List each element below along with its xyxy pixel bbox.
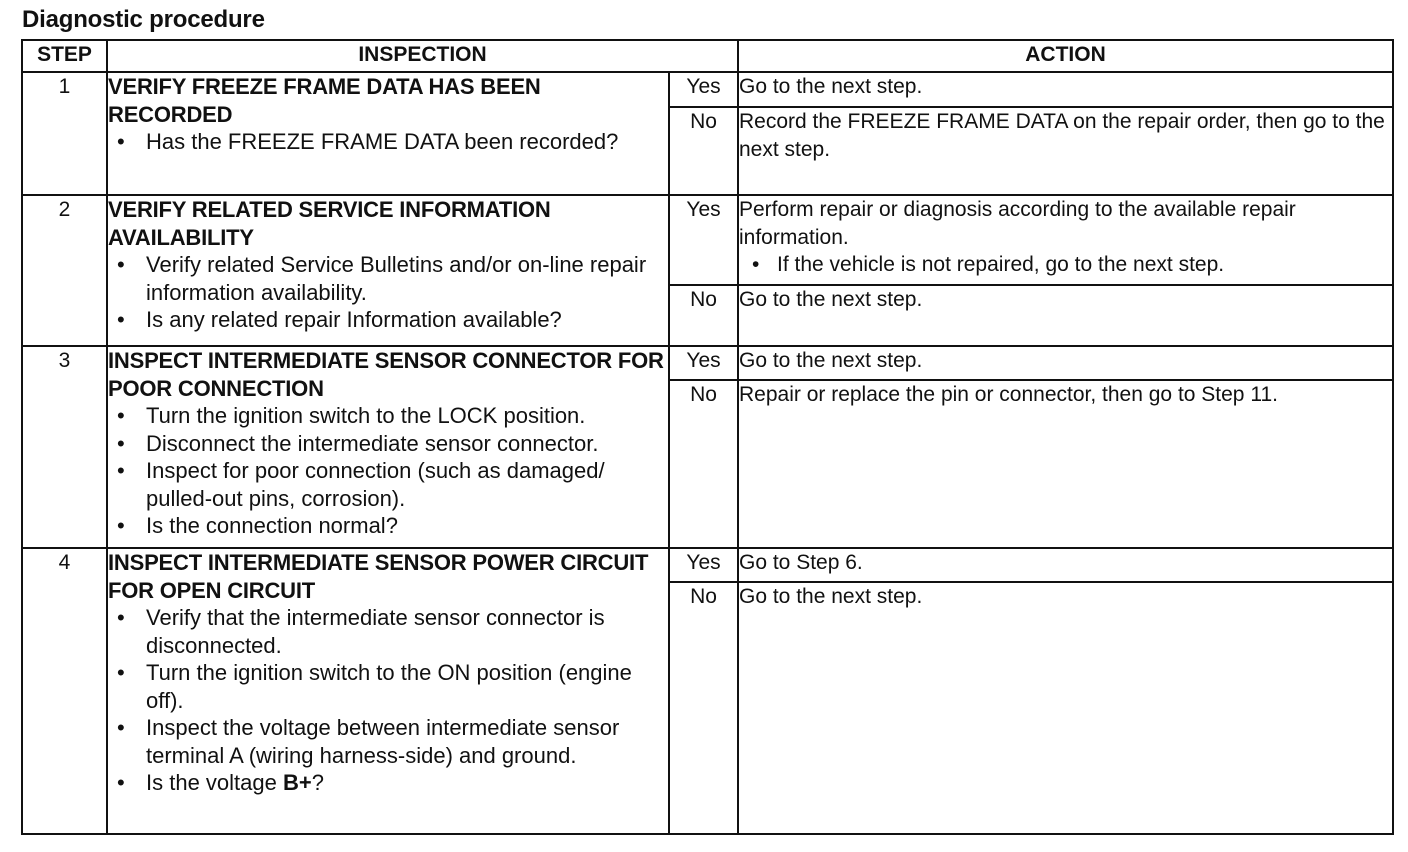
inspection-title: INSPECT INTERMEDIATE SENSOR POWER CIRCUIT FOR OPEN CIRCUIT <box>108 550 649 603</box>
no-label: No <box>669 285 738 346</box>
inspection-cell <box>107 195 669 346</box>
inspection-bullets <box>108 251 668 334</box>
action-sub-bullets <box>739 251 1392 279</box>
yes-action-cell <box>738 195 1393 285</box>
page-title: Diagnostic procedure <box>22 6 265 33</box>
inspection-bullet: • Disconnect the intermediate sensor connector. <box>108 430 668 458</box>
no-label: No <box>669 582 738 834</box>
inspection-bullet: • Verify that the intermediate sensor connector is disconnected. <box>108 604 668 659</box>
inspection-bullets <box>108 402 668 540</box>
diagnostic-table <box>21 39 1394 835</box>
table-row <box>22 346 1393 380</box>
no-label: No <box>669 107 738 195</box>
yes-action: Go to the next step. <box>738 346 1393 380</box>
inspection-cell <box>107 346 669 548</box>
yes-label: Yes <box>669 72 738 107</box>
yes-action: Perform repair or diagnosis according to the available repair information. <box>739 198 1296 249</box>
step-number: 4 <box>22 548 107 834</box>
inspection-bullets <box>108 604 668 797</box>
header-action: ACTION <box>738 40 1393 72</box>
no-action: Go to the next step. <box>738 285 1393 346</box>
inspection-bullet: • Turn the ignition switch to the LOCK position. <box>108 402 668 430</box>
inspection-cell <box>107 72 669 195</box>
header-step: STEP <box>22 40 107 72</box>
inspection-title: VERIFY RELATED SERVICE INFORMATION AVAILABILITY <box>108 197 551 250</box>
inspection-bullet: • Inspect the voltage between intermediate sensor terminal A (wiring harness-side) and ground. <box>108 714 668 769</box>
yes-label: Yes <box>669 548 738 582</box>
bullet-text-prefix: Is the voltage <box>146 770 283 795</box>
step-number: 2 <box>22 195 107 346</box>
inspection-bullet: • Turn the ignition switch to the ON position (engine off). <box>108 659 668 714</box>
inspection-bullets <box>108 128 668 156</box>
inspection-title: VERIFY FREEZE FRAME DATA HAS BEEN RECORDED <box>108 74 541 127</box>
step-number: 3 <box>22 346 107 548</box>
yes-label: Yes <box>669 346 738 380</box>
header-inspection: INSPECTION <box>107 40 738 72</box>
bullet-text-bold: B+ <box>282 770 312 795</box>
action-sub-bullet: • If the vehicle is not repaired, go to the next step. <box>739 251 1392 279</box>
inspection-bullet: • Is any related repair Information available? <box>108 306 668 334</box>
no-action: Record the FREEZE FRAME DATA on the repair order, then go to the next step. <box>738 107 1393 195</box>
yes-action: Go to the next step. <box>738 72 1393 107</box>
yes-label: Yes <box>669 195 738 285</box>
inspection-bullet: • Verify related Service Bulletins and/or on-line repair information availability. <box>108 251 668 306</box>
no-action: Repair or replace the pin or connector, then go to Step 11. <box>738 380 1393 548</box>
step-number: 1 <box>22 72 107 195</box>
header-row <box>22 40 1393 72</box>
inspection-bullet: • Inspect for poor connection (such as damaged/ pulled-out pins, corrosion). <box>108 457 668 512</box>
inspection-bullet: • Has the FREEZE FRAME DATA been recorded? <box>108 128 668 156</box>
table-row <box>22 195 1393 285</box>
inspection-cell <box>107 548 669 834</box>
inspection-title: INSPECT INTERMEDIATE SENSOR CONNECTOR FOR POOR CONNECTION <box>108 348 664 401</box>
bullet-text-suffix: ? <box>311 770 324 795</box>
no-action: Go to the next step. <box>738 582 1393 834</box>
inspection-bullet-last <box>108 769 668 797</box>
table-row <box>22 72 1393 107</box>
no-label: No <box>669 380 738 548</box>
yes-action: Go to Step 6. <box>738 548 1393 582</box>
inspection-bullet: • Is the connection normal? <box>108 512 668 540</box>
table-row <box>22 548 1393 582</box>
